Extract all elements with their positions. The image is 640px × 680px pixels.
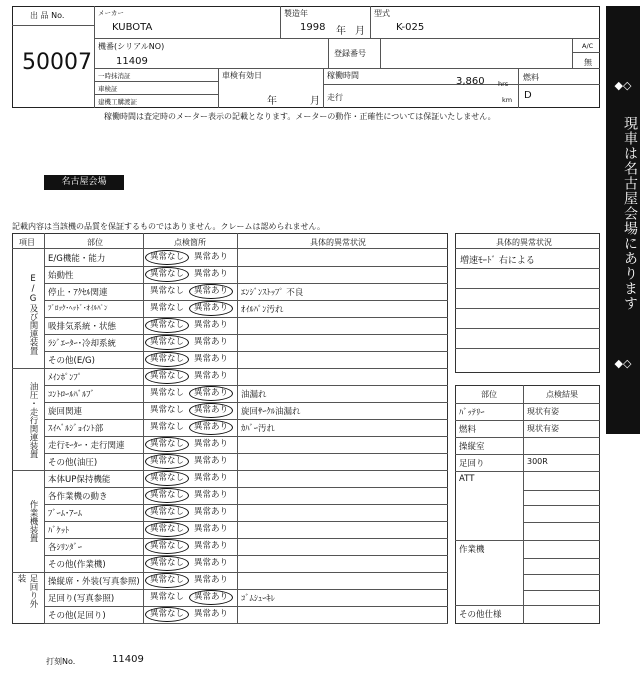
row-part: その他(E/G): [48, 356, 95, 366]
construction-cert-label: 建機工購渡証: [98, 98, 137, 106]
row-part: 始動性: [48, 271, 74, 281]
selected-status-circle: [145, 267, 189, 282]
selected-status-circle: [145, 505, 189, 520]
lot-number: 50007: [22, 50, 92, 75]
row-part: 各ｼﾘﾝﾀﾞｰ: [48, 543, 83, 553]
row-part: その他(足回り): [48, 611, 106, 621]
option-normal: 異常なし: [149, 388, 184, 398]
divider: [12, 25, 94, 26]
results-line: [523, 505, 600, 506]
option-abnormal: 異常あり: [193, 354, 228, 364]
results-part: 足回り: [459, 459, 485, 469]
option-abnormal: 異常あり: [193, 473, 228, 483]
option-abnormal: 異常あり: [193, 337, 228, 347]
row-divider: [44, 453, 448, 454]
option-normal: 異常なし: [149, 371, 184, 381]
maker-value: KUBOTA: [112, 22, 153, 33]
hours-unit: hrs: [498, 80, 509, 88]
option-normal: 異常なし: [149, 575, 184, 585]
row-detail: 油漏れ: [241, 390, 267, 400]
row-part: ﾌﾞｰﾑ･ｱｰﾑ: [48, 509, 83, 519]
row-part: ﾒｲﾝﾎﾟﾝﾌﾟ: [48, 373, 83, 383]
row-part: ﾌﾞﾛｯｸ･ﾍｯﾄﾞ･ｵｲﾙﾊﾟﾝ: [48, 304, 108, 312]
category-hydraulic: 油圧・走行関連装置: [28, 381, 38, 459]
detail-line: [455, 328, 600, 329]
row-part: ｺﾝﾄﾛｰﾙﾊﾞﾙﾌﾞ: [48, 390, 95, 400]
row-part: ﾗｼﾞｴｰﾀｰ･冷却系統: [48, 339, 117, 349]
row-part: ｽｲﾍﾞﾙｼﾞｮｲﾝﾄ部: [48, 424, 104, 434]
option-abnormal: 異常あり: [193, 490, 228, 500]
results-value: 300R: [527, 457, 548, 466]
option-abnormal: 異常あり: [193, 575, 228, 585]
row-divider: [44, 623, 448, 624]
registration-label: 登録番号: [334, 49, 366, 58]
header-part: 部位: [87, 238, 103, 247]
results-line: [523, 574, 600, 575]
location-side-banner: [606, 6, 640, 434]
option-abnormal: 異常あり: [193, 252, 228, 262]
maker-label: メーカー: [98, 9, 124, 17]
option-normal: 異常なし: [149, 456, 184, 466]
option-normal: 異常なし: [149, 405, 184, 415]
results-header-part: 部位: [481, 390, 497, 399]
divider: [94, 6, 95, 108]
header-inspection-point: 点検箇所: [174, 238, 206, 247]
results-line: [455, 437, 600, 438]
results-line: [455, 420, 600, 421]
row-divider: [44, 504, 448, 505]
option-normal: 異常なし: [149, 609, 184, 619]
option-normal: 異常なし: [149, 490, 184, 500]
hours-value: 3,860: [456, 76, 485, 87]
year-label: 製造年: [284, 9, 308, 18]
fuel-value: D: [524, 90, 532, 101]
selected-status-circle: [189, 403, 233, 418]
results-part: ATT: [459, 474, 475, 484]
option-abnormal: 異常あり: [193, 541, 228, 551]
selected-status-circle: [145, 335, 189, 350]
option-abnormal: 異常あり: [193, 303, 228, 313]
ac-label: A/C: [582, 42, 594, 50]
detail-line: [455, 248, 600, 249]
row-detail: ｶﾊﾞｰ汚れ: [241, 424, 276, 434]
row-divider: [44, 402, 448, 403]
row-divider: [44, 589, 448, 590]
category-undercarriage: 足回り外装: [16, 574, 38, 608]
header-detail: 具体的異常状況: [310, 238, 366, 247]
vehicle-cert-label: 車検証: [98, 85, 118, 93]
detail-line: [455, 308, 600, 309]
results-part: 燃料: [459, 425, 477, 435]
row-part: 操縦席・外装(写真参照): [48, 577, 140, 587]
selected-status-circle: [189, 284, 233, 299]
row-detail: ｵｲﾙﾊﾟﾝ汚れ: [241, 305, 284, 315]
serial-label: 機番(シリアルNO): [98, 42, 165, 51]
row-part: 各作業機の動き: [48, 492, 108, 502]
option-abnormal: 異常あり: [193, 609, 228, 619]
results-line: [455, 605, 600, 606]
option-normal: 異常なし: [149, 439, 184, 449]
results-line: [455, 540, 600, 541]
selected-status-circle: [145, 454, 189, 469]
row-divider: [44, 300, 448, 301]
option-normal: 異常なし: [149, 524, 184, 534]
detail-line: [455, 288, 600, 289]
option-abnormal: 異常あり: [193, 269, 228, 279]
results-value: 現状有姿: [527, 407, 559, 416]
diamond-top-icon: ◆◇: [614, 79, 632, 92]
selected-status-circle: [145, 437, 189, 452]
diamond-bottom-icon: ◆◇: [614, 357, 632, 370]
results-part: 操縦室: [459, 442, 485, 452]
option-normal: 異常なし: [149, 592, 184, 602]
fuel-label: 燃料: [523, 73, 539, 82]
selected-status-circle: [189, 386, 233, 401]
selected-status-circle: [145, 250, 189, 265]
row-part: 停止・ｱｸｾﾙ関連: [48, 288, 108, 298]
model-label: 型式: [374, 9, 390, 18]
serial-value: 11409: [116, 56, 148, 67]
row-divider: [44, 538, 448, 539]
selected-status-circle: [145, 573, 189, 588]
option-abnormal: 異常あり: [193, 558, 228, 568]
year-unit: 年: [336, 26, 346, 37]
ac-value: 無: [584, 58, 592, 67]
travel-label: 走行: [327, 93, 343, 102]
disclaimer: 記載内容は当該機の品質を保証するものではありません。クレームは認められません。: [12, 222, 325, 231]
option-abnormal: 異常あり: [193, 286, 228, 296]
row-divider: [44, 419, 448, 420]
option-normal: 異常なし: [149, 337, 184, 347]
row-part: 旋回関連: [48, 407, 83, 417]
row-divider: [44, 317, 448, 318]
option-abnormal: 異常あり: [193, 388, 228, 398]
option-normal: 異常なし: [149, 303, 184, 313]
option-normal: 異常なし: [149, 286, 184, 296]
inspection-label: 車検有効日: [222, 71, 262, 80]
selected-status-circle: [189, 301, 233, 316]
results-line: [523, 558, 600, 559]
hours-label: 稼働時間: [327, 71, 359, 80]
detail-line: [455, 348, 600, 349]
inspection-year-unit: 年: [267, 96, 277, 107]
option-abnormal: 異常あり: [193, 507, 228, 517]
option-normal: 異常なし: [149, 507, 184, 517]
row-divider: [44, 266, 448, 267]
row-part: 足回り(写真参照): [48, 594, 115, 604]
row-divider: [44, 334, 448, 335]
option-abnormal: 異常あり: [193, 592, 228, 602]
results-part: その他仕様: [459, 610, 502, 620]
selected-status-circle: [145, 318, 189, 333]
results-line: [455, 454, 600, 455]
option-normal: 異常なし: [149, 473, 184, 483]
row-divider: [44, 436, 448, 437]
row-divider: [44, 521, 448, 522]
selected-status-circle: [145, 352, 189, 367]
row-divider: [44, 351, 448, 352]
right-detail-header: 具体的異常状況: [496, 238, 552, 247]
option-normal: 異常なし: [149, 422, 184, 432]
venue-label: 名古屋会場: [44, 175, 124, 190]
option-abnormal: 異常あり: [193, 422, 228, 432]
selected-status-circle: [189, 420, 233, 435]
model-value: K-025: [396, 22, 425, 33]
option-normal: 異常なし: [149, 354, 184, 364]
results-part: 作業機: [459, 545, 485, 555]
lot-label: 出 品 No.: [30, 11, 65, 20]
selected-status-circle: [145, 488, 189, 503]
option-abnormal: 異常あり: [193, 456, 228, 466]
location-banner-text: 現車は名古屋会場にあります: [622, 116, 638, 311]
row-part: 本体UP保持機能: [48, 475, 111, 485]
results-part: ﾊﾞｯﾃﾘｰ: [459, 408, 485, 418]
category-eg: E/G及び関連装置: [28, 273, 38, 355]
row-part: その他(作業機): [48, 560, 106, 570]
option-abnormal: 異常あり: [193, 371, 228, 381]
option-normal: 異常なし: [149, 558, 184, 568]
option-abnormal: 異常あり: [193, 524, 228, 534]
option-normal: 異常なし: [149, 252, 184, 262]
option-abnormal: 異常あり: [193, 405, 228, 415]
results-line: [455, 403, 600, 404]
row-divider: [44, 283, 448, 284]
row-part: 走行ﾓｰﾀｰ・走行関連: [48, 441, 125, 451]
results-header-result: 点検結果: [546, 390, 578, 399]
option-normal: 異常なし: [149, 269, 184, 279]
row-divider: [44, 555, 448, 556]
right-detail-first-line: 増速ﾓｰﾄﾞ 右による: [460, 256, 535, 266]
row-divider: [44, 487, 448, 488]
option-normal: 異常なし: [149, 320, 184, 330]
stamp-label: 打刻No.: [46, 657, 76, 666]
row-detail: ｺﾞﾑｼｭｰｷﾚ: [241, 594, 276, 604]
inspection-month-unit: 月: [310, 96, 320, 107]
stamp-value: 11409: [112, 654, 144, 665]
row-divider: [44, 606, 448, 607]
option-normal: 異常なし: [149, 541, 184, 551]
row-detail: ｴﾝｼﾞﾝｽﾄｯﾌﾟ 不良: [241, 288, 304, 298]
selected-status-circle: [145, 556, 189, 571]
selected-status-circle: [145, 522, 189, 537]
category-work-equipment: 作業機装置: [28, 499, 38, 543]
option-abnormal: 異常あり: [193, 320, 228, 330]
selected-status-circle: [145, 539, 189, 554]
row-part: その他(油圧): [48, 458, 98, 468]
temp-permit-label: 一時抹消証: [98, 72, 131, 80]
row-divider: [44, 385, 448, 386]
hours-note: 稼働時間は査定時のメーター表示の記載となります。メーターの動作・正確性については保証いたしません。: [104, 112, 496, 121]
selected-status-circle: [145, 369, 189, 384]
selected-status-circle: [145, 471, 189, 486]
detail-line: [455, 268, 600, 269]
year-value: 1998: [300, 22, 326, 33]
row-part: E/G機能・能力: [48, 254, 106, 264]
row-part: ﾊﾞｹｯﾄ: [48, 526, 70, 536]
km-unit: km: [502, 96, 513, 104]
results-line: [523, 522, 600, 523]
option-abnormal: 異常あり: [193, 439, 228, 449]
results-line: [523, 490, 600, 491]
results-line: [523, 590, 600, 591]
results-value: 現状有姿: [527, 424, 559, 433]
month-unit: 月: [355, 26, 365, 37]
row-detail: 旋回ｻｰｸﾙ油漏れ: [241, 407, 301, 417]
header-item: 項目: [19, 238, 35, 247]
selected-status-circle: [189, 590, 233, 605]
results-line: [455, 471, 600, 472]
row-part: 吸排気系統・状態: [48, 322, 117, 332]
selected-status-circle: [145, 607, 189, 622]
